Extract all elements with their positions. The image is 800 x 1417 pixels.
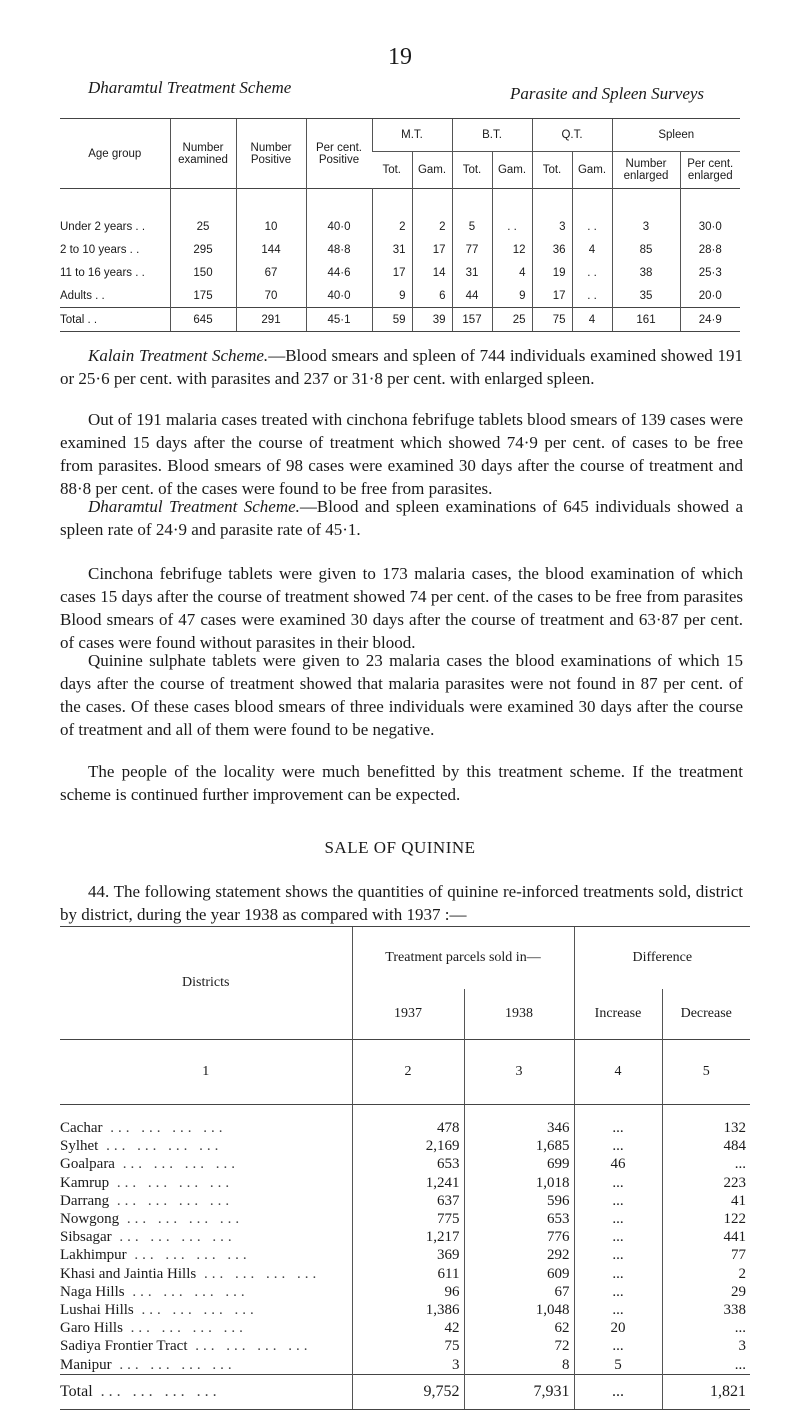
- positive-cell: 144: [236, 238, 306, 261]
- table-row: [60, 284, 740, 308]
- mt-tot-cell: 9: [372, 284, 412, 308]
- age-group-cell: 2 to 10 years . .: [60, 243, 140, 256]
- sold-1938-cell: 8: [464, 1355, 574, 1374]
- mt-tot-cell: 59: [372, 308, 412, 332]
- kalain-text: —Blood smears and spleen of 744 individuals examined showed 191 or 25·6 per cent. with parasites and 237 or 31·8 per cent. with enlarged spleen.: [60, 346, 744, 388]
- district-name: Nowgong: [60, 1211, 120, 1228]
- increase-cell: ...: [574, 1105, 662, 1138]
- qt-tot-cell: 36: [532, 238, 572, 261]
- table-row: [60, 1265, 750, 1283]
- sold-1938-cell: 1,048: [464, 1301, 574, 1319]
- sold-1938-cell: 776: [464, 1228, 574, 1246]
- decrease-cell: 41: [662, 1192, 750, 1210]
- sold-1937-cell: 75: [352, 1337, 464, 1355]
- increase-cell: 46: [574, 1155, 662, 1173]
- header-per-cent-enlarged: Per cent. enlarged: [680, 152, 740, 189]
- total-row: [60, 308, 740, 332]
- qt-gam-cell: . .: [572, 189, 612, 239]
- sold-1937-cell: 478: [352, 1105, 464, 1138]
- increase-cell: ...: [574, 1228, 662, 1246]
- leader-dots: ... ... ... ...: [133, 1301, 258, 1318]
- bt-gam-cell: . .: [492, 189, 532, 239]
- qt-gam-cell: 4: [572, 238, 612, 261]
- decrease-cell: ...: [662, 1319, 750, 1337]
- sold-1937-cell: 653: [352, 1155, 464, 1173]
- district-cell: [60, 1137, 352, 1155]
- district-cell: [60, 1105, 352, 1138]
- header-number-positive: Number Positive: [236, 119, 306, 189]
- age-group-cell: Under 2 years . .: [60, 220, 146, 233]
- district-name: Kamrup: [60, 1174, 110, 1191]
- increase-cell: ...: [574, 1192, 662, 1210]
- district-name: Naga Hills: [60, 1283, 125, 1300]
- total-increase-cell: ...: [574, 1374, 662, 1409]
- increase-cell: ...: [574, 1283, 662, 1301]
- kalain-title: Kalain Treatment Scheme.: [88, 346, 269, 365]
- sold-1937-cell: 1,386: [352, 1301, 464, 1319]
- increase-cell: ...: [574, 1137, 662, 1155]
- table-row: [60, 1246, 750, 1264]
- table-row: [60, 1174, 750, 1192]
- mt-gam-cell: 2: [412, 189, 452, 239]
- leader-dots: ... ... ... ...: [109, 1192, 234, 1209]
- mt-tot-cell: 17: [372, 261, 412, 284]
- increase-cell: ...: [574, 1337, 662, 1355]
- district-name: Cachar: [60, 1120, 103, 1137]
- sold-1937-cell: 775: [352, 1210, 464, 1228]
- qt-tot-cell: 17: [532, 284, 572, 308]
- table-row: [60, 1283, 750, 1301]
- column-number-2: 2: [352, 1040, 464, 1105]
- decrease-cell: 132: [662, 1105, 750, 1138]
- increase-cell: ...: [574, 1246, 662, 1264]
- district-name: Manipur: [60, 1356, 112, 1373]
- mt-gam-cell: 6: [412, 284, 452, 308]
- district-cell: [60, 1337, 352, 1355]
- leader-dots: ... ... ... ...: [114, 1156, 239, 1173]
- sold-1938-cell: 609: [464, 1265, 574, 1283]
- district-cell: [60, 1246, 352, 1264]
- total-row: [60, 1374, 750, 1409]
- decrease-cell: 77: [662, 1246, 750, 1264]
- sold-1937-cell: 3: [352, 1355, 464, 1374]
- table-row: [60, 1155, 750, 1173]
- increase-cell: ...: [574, 1174, 662, 1192]
- decrease-cell: 484: [662, 1137, 750, 1155]
- district-cell: [60, 1192, 352, 1210]
- positive-cell: 291: [236, 308, 306, 332]
- sold-1938-cell: 292: [464, 1246, 574, 1264]
- bt-gam-cell: 25: [492, 308, 532, 332]
- district-name: Khasi and Jaintia Hills: [60, 1265, 197, 1282]
- table-row: [60, 1319, 750, 1337]
- header-mt: M.T.: [372, 119, 452, 152]
- spleen-percent-cell: 30·0: [680, 189, 740, 239]
- table-row: [60, 1210, 750, 1228]
- mt-tot-cell: 2: [372, 189, 412, 239]
- header-1937: 1937: [352, 989, 464, 1040]
- increase-cell: ...: [574, 1301, 662, 1319]
- district-name: Goalpara: [60, 1156, 115, 1173]
- examined-cell: 295: [170, 238, 236, 261]
- sold-1938-cell: 62: [464, 1319, 574, 1337]
- header-bt-tot: Tot.: [452, 152, 492, 189]
- decrease-cell: 441: [662, 1228, 750, 1246]
- positive-cell: 10: [236, 189, 306, 239]
- table-row: [60, 261, 740, 284]
- district-cell: [60, 1210, 352, 1228]
- total-label-cell: [60, 1374, 352, 1409]
- examined-cell: 150: [170, 261, 236, 284]
- paragraph-locality: The people of the locality were much benefitted by this treatment scheme. If the treatment scheme is continued further improvement can be expected.: [60, 762, 743, 804]
- bt-tot-cell: 5: [452, 189, 492, 239]
- percent-positive-cell: 44·6: [306, 261, 372, 284]
- leader-dots: ... ... ... ...: [111, 1229, 236, 1246]
- sold-1937-cell: 611: [352, 1265, 464, 1283]
- mt-tot-cell: 31: [372, 238, 412, 261]
- total-1938-cell: 7,931: [464, 1374, 574, 1409]
- sold-1937-cell: 2,169: [352, 1137, 464, 1155]
- leader-dots: ... ... ... ...: [92, 1382, 221, 1400]
- header-mt-gam: Gam.: [412, 152, 452, 189]
- district-name: Sadiya Frontier Tract: [60, 1338, 188, 1355]
- decrease-cell: ...: [662, 1155, 750, 1173]
- header-qt-gam: Gam.: [572, 152, 612, 189]
- paragraph-febrifuge-results: Out of 191 malaria cases treated with cinchona febrifuge tablets blood smears of 139 cases were examined 15 days after the course of treatment which showed 74·9 per cent. of cases to be free from parasites. Blood smears of 98 cases were examined 30 days after the course of treatment and 88·8 per cent. of the cases were found to be free from parasites.: [60, 410, 743, 498]
- bt-gam-cell: 4: [492, 261, 532, 284]
- leader-dots: ... ... ... ...: [124, 1283, 249, 1300]
- total-label: Total: [60, 1382, 93, 1400]
- table-row: [60, 1228, 750, 1246]
- leader-dots: ... ... ... ...: [187, 1338, 312, 1355]
- increase-cell: ...: [574, 1265, 662, 1283]
- sold-1937-cell: 1,241: [352, 1174, 464, 1192]
- examined-cell: 175: [170, 284, 236, 308]
- sold-1937-cell: 1,217: [352, 1228, 464, 1246]
- mt-gam-cell: 39: [412, 308, 452, 332]
- sold-1938-cell: 653: [464, 1210, 574, 1228]
- bt-tot-cell: 44: [452, 284, 492, 308]
- examined-cell: 645: [170, 308, 236, 332]
- paragraph-sale-statement: 44. The following statement shows the quantities of quinine re-inforced treatments sold, district by district, during the year 1938 as compared with 1937 :—: [60, 882, 743, 924]
- age-group-cell: 11 to 16 years . .: [60, 266, 145, 279]
- sold-1938-cell: 699: [464, 1155, 574, 1173]
- percent-positive-cell: 45·1: [306, 308, 372, 332]
- positive-cell: 70: [236, 284, 306, 308]
- decrease-cell: 29: [662, 1283, 750, 1301]
- header-mt-tot: Tot.: [372, 152, 412, 189]
- column-number-3: 3: [464, 1040, 574, 1105]
- parasite-spleen-survey-table: [60, 118, 740, 332]
- sold-1938-cell: 67: [464, 1283, 574, 1301]
- header-bt: B.T.: [452, 119, 532, 152]
- leader-dots: ... ... ... ...: [102, 1120, 227, 1137]
- district-cell: [60, 1265, 352, 1283]
- bt-tot-cell: 31: [452, 261, 492, 284]
- spleen-number-cell: 38: [612, 261, 680, 284]
- leader-dots: ... ... ... ...: [111, 1356, 236, 1373]
- dharamtul-text: —Blood and spleen examinations of 645 individuals showed a spleen rate of 24·9 and parasite rate of 45·1.: [60, 497, 743, 539]
- header-age-group: Age group: [60, 119, 170, 189]
- header-spleen: Spleen: [612, 119, 740, 152]
- table-row: [60, 1301, 750, 1319]
- column-number-1: 1: [60, 1040, 352, 1105]
- bt-gam-cell: 12: [492, 238, 532, 261]
- qt-tot-cell: 75: [532, 308, 572, 332]
- age-group-cell: Adults . .: [60, 289, 105, 302]
- section-title: SALE OF QUININE: [324, 838, 476, 857]
- table-row: [60, 1105, 750, 1138]
- percent-positive-cell: 40·0: [306, 284, 372, 308]
- district-name: Garo Hills: [60, 1320, 123, 1337]
- district-cell: [60, 1228, 352, 1246]
- header-qt: Q.T.: [532, 119, 612, 152]
- table-row: [60, 238, 740, 261]
- header-per-cent-positive: Per cent. Positive: [306, 119, 372, 189]
- district-cell: [60, 1301, 352, 1319]
- table-row: [60, 1337, 750, 1355]
- total-1937-cell: 9,752: [352, 1374, 464, 1409]
- sold-1938-cell: 72: [464, 1337, 574, 1355]
- positive-cell: 67: [236, 261, 306, 284]
- district-name: Lushai Hills: [60, 1301, 134, 1318]
- leader-dots: ... ... ... ...: [119, 1211, 244, 1228]
- spleen-number-cell: 3: [612, 189, 680, 239]
- leader-dots: ... ... ... ...: [196, 1265, 321, 1282]
- table-row: [60, 189, 740, 239]
- table-row: [60, 1192, 750, 1210]
- decrease-cell: ...: [662, 1355, 750, 1374]
- decrease-cell: 338: [662, 1301, 750, 1319]
- decrease-cell: 2: [662, 1265, 750, 1283]
- sold-1938-cell: 596: [464, 1192, 574, 1210]
- sold-1937-cell: 369: [352, 1246, 464, 1264]
- bt-tot-cell: 77: [452, 238, 492, 261]
- sold-1937-cell: 96: [352, 1283, 464, 1301]
- header-qt-tot: Tot.: [532, 152, 572, 189]
- quinine-sales-table: [60, 926, 750, 1410]
- column-number-4: 4: [574, 1040, 662, 1105]
- decrease-cell: 223: [662, 1174, 750, 1192]
- increase-cell: 20: [574, 1319, 662, 1337]
- leader-dots: ... ... ... ...: [98, 1138, 223, 1155]
- district-cell: [60, 1155, 352, 1173]
- header-number-enlarged: Number enlarged: [612, 152, 680, 189]
- district-name: Lakhimpur: [60, 1247, 127, 1264]
- leader-dots: ... ... ... ...: [126, 1247, 251, 1264]
- spleen-number-cell: 35: [612, 284, 680, 308]
- page-number: 19: [388, 44, 412, 70]
- sold-1937-cell: 42: [352, 1319, 464, 1337]
- mt-gam-cell: 14: [412, 261, 452, 284]
- leader-dots: ... ... ... ...: [122, 1320, 247, 1337]
- decrease-cell: 122: [662, 1210, 750, 1228]
- table-row: [60, 1137, 750, 1155]
- paragraph-cinchona: Cinchona febrifuge tablets were given to 173 malaria cases, the blood examination of which cases 15 days after the course of treatment showed 74 per cent. of the cases to be free from parasites Blood smears of 47 cases were examined 30 days after the course of treatment and 63·87 per cent. of cases were found without parasites in their blood.: [60, 564, 743, 652]
- header-increase: Increase: [574, 989, 662, 1040]
- total-decrease-cell: 1,821: [662, 1374, 750, 1409]
- district-name: Sibsagar: [60, 1229, 112, 1246]
- mt-gam-cell: 17: [412, 238, 452, 261]
- spleen-number-cell: 161: [612, 308, 680, 332]
- header-districts: Districts: [60, 927, 352, 1040]
- district-cell: [60, 1319, 352, 1337]
- paragraph-kalain: [60, 344, 743, 390]
- increase-cell: 5: [574, 1355, 662, 1374]
- bt-gam-cell: 9: [492, 284, 532, 308]
- spleen-number-cell: 85: [612, 238, 680, 261]
- header-difference: Difference: [574, 927, 750, 990]
- header-bt-gam: Gam.: [492, 152, 532, 189]
- district-cell: [60, 1174, 352, 1192]
- header-decrease: Decrease: [662, 989, 750, 1040]
- column-number-5: 5: [662, 1040, 750, 1105]
- spleen-percent-cell: 24·9: [680, 308, 740, 332]
- increase-cell: ...: [574, 1210, 662, 1228]
- sold-1938-cell: 346: [464, 1105, 574, 1138]
- percent-positive-cell: 40·0: [306, 189, 372, 239]
- qt-gam-cell: . .: [572, 284, 612, 308]
- header-number-examined: Number examined: [170, 119, 236, 189]
- district-cell: [60, 1283, 352, 1301]
- district-name: Darrang: [60, 1192, 110, 1209]
- paragraph-dharamtul: [60, 495, 743, 541]
- sold-1938-cell: 1,685: [464, 1137, 574, 1155]
- leader-dots: ... ... ... ...: [109, 1174, 234, 1191]
- total-label: Total . .: [60, 308, 170, 332]
- sold-1938-cell: 1,018: [464, 1174, 574, 1192]
- spleen-percent-cell: 28·8: [680, 238, 740, 261]
- district-name: Sylhet: [60, 1138, 99, 1155]
- running-head-left: Dharamtul Treatment Scheme: [88, 78, 292, 97]
- qt-tot-cell: 19: [532, 261, 572, 284]
- qt-gam-cell: 4: [572, 308, 612, 332]
- spleen-percent-cell: 20·0: [680, 284, 740, 308]
- table-row: [60, 1355, 750, 1374]
- paragraph-quinine-sulphate: Quinine sulphate tablets were given to 23 malaria cases the blood examinations of which 15 days after the course of treatment showed that malaria parasites were not found in 87 per cent. of the cases. Of these cases blood smears of three individuals were examined 30 days after the course of treatment and all of them were found to be negative.: [60, 651, 743, 739]
- dharamtul-title: Dharamtul Treatment Scheme.: [88, 497, 300, 516]
- sold-1937-cell: 637: [352, 1192, 464, 1210]
- examined-cell: 25: [170, 189, 236, 239]
- header-parcels-sold: Treatment parcels sold in—: [352, 927, 574, 990]
- running-head-right: Parasite and Spleen Surveys: [510, 84, 705, 103]
- percent-positive-cell: 48·8: [306, 238, 372, 261]
- bt-tot-cell: 157: [452, 308, 492, 332]
- header-1938: 1938: [464, 989, 574, 1040]
- qt-gam-cell: . .: [572, 261, 612, 284]
- decrease-cell: 3: [662, 1337, 750, 1355]
- district-cell: [60, 1355, 352, 1374]
- qt-tot-cell: 3: [532, 189, 572, 239]
- spleen-percent-cell: 25·3: [680, 261, 740, 284]
